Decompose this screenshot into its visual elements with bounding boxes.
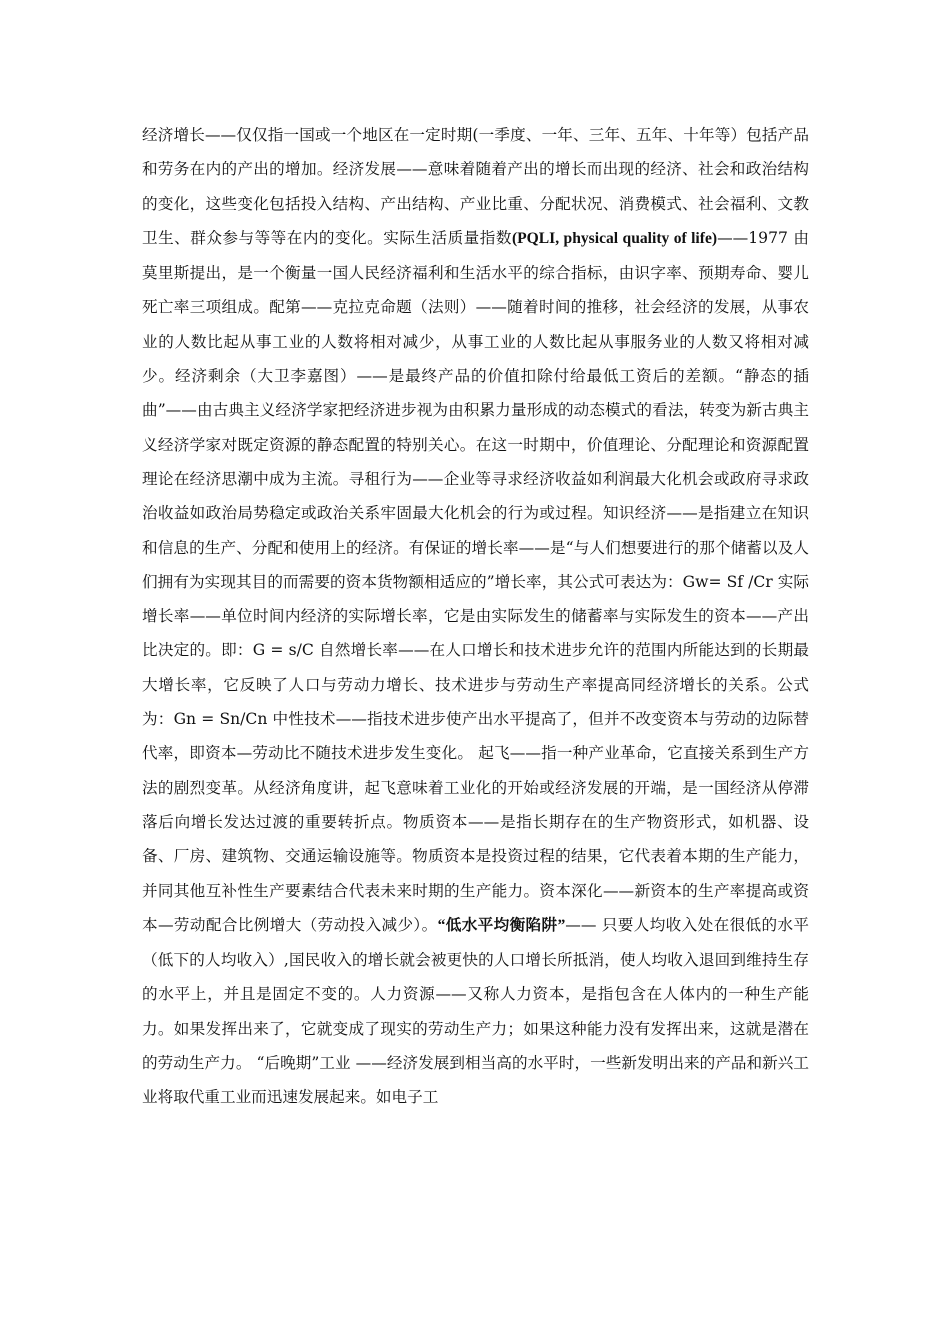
text-segment: ——1977 由莫里斯提出，是一个衡量一国人民经济福利和生活水平的综合指标，由识字率、预期寿命、婴儿死亡率三项组成。配第——克拉克命题（法则）——随着时间的推移，社会经济的发展，从事农业的人数比起从事工业的人数将相对减少，从事工业的人数比起从事服务业的人数又将相对减少。经济剩余（大卫李嘉图）——是最终产品的价值扣除付给最低工资后的差额。“静态的插曲”——由古典主义经济学家把经济进步视为由积累力量形成的动态模式的看法，转变为新古典主义经济学家对既定资源的静态配置的特别关心。在这一时期中，价值理论、分配理论和资源配置理论在经济思潮中成为主流。寻租行为——企业等寻求经济收益如利润最大化机会或政府寻求政治收益如政治局势稳定或政治关系牢固最大化机会的行为或过程。知识经济——是指建立在知识和信息的生产、分配和使用上的经济。有保证的增长率——是“与人们想要进行的那个储蓄以及人们拥有为实现其目的而需要的资本货物额相适应的”增长率，其公式可表达为：Gw= Sf /Cr 实际增长率——单位时间内经济的实际增长率，它是由实际发生的储蓄率与实际发生的资本——产出比决定的。即：G = s/C 自然增长率——在人口增长和技术进步允许的范围内所能达到的长期最大增长率，它反映了人口与劳动力增长、技术进步与劳动生产率提高同经济增长的关系。公式为：Gn = Sn/Cn 中性技术——指技术进步使产出水平提高了，但并不改变资本与劳动的边际替代率，即资本—劳动比不随技术进步发生变化。 起飞——指一种产业革命，它直接关系到生产方法的剧烈变革。从经济角度讲，起飞意味着工业化的开始或经济发展的开端，是一国经济从停滞落后向增长发达过渡的重要转折点。物质资本——是指长期存在的生产物资形式，如机器、设备、厂房、建筑物、交通运输设施等。物质资本是投资过程的结果，它代表着本期的生产能力，并同其他互补性生产要素结合代表未来时期的生产能力。资本深化——新资本的生产率提高或资本—劳动配合比例增大（劳动投入减少）。 [142, 228, 809, 934]
text-segment: —— 只要人均收入处在很低的水平（低下的人均收入）,国民收入的增长就会被更快的人口增长所抵消，使人均收入退回到维持生存的水平上，并且是固定不变的。人力资源——又称人力资本，是指包含在人体内的一种生产能力。如果发挥出来了，它就变成了现实的劳动生产力；如果这种能力没有发挥出来，这就是潜在的劳动生产力。 “后晚期”工业 ——经济发展到相当高的水平时，一些新发明出来的产品和新兴工业将取代重工业而迅速发展起来。如电子工 [142, 915, 809, 1107]
text-segment: 经济增长——仅仅指一国或一个地区在一定时期(一季度、一年、三年、五年、十年等）包括产品和劳务在内的产出的增加。经济发展——意味着随着产出的增长而出现的经济、社会和政治结构的变化，这些变化包括投入结构、产出结构、产业比重、分配状况、消费模式、社会福利、文教卫生、群众参与等等在内的变化。实际生活质量指数 [142, 126, 809, 247]
bold-term-pqli: (PQLI, physical quality of life) [511, 229, 718, 247]
body-paragraph [142, 118, 809, 1115]
bold-term-low-level-trap: “低水平均衡陷阱” [437, 916, 566, 934]
